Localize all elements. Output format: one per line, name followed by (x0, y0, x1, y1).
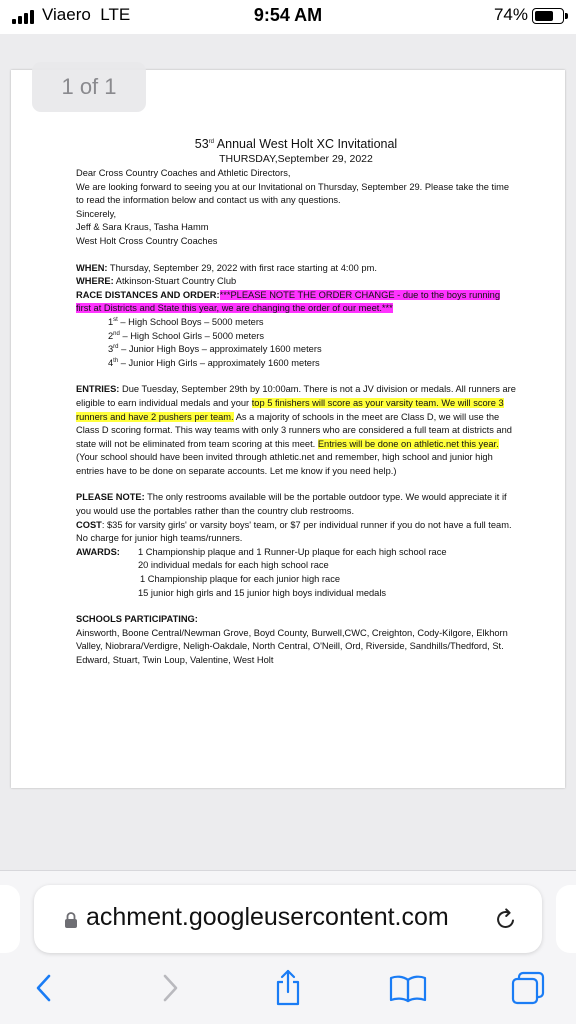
carrier-label: Viaero LTE (42, 5, 131, 24)
share-icon[interactable] (268, 968, 308, 1008)
signers: Jeff & Sara Kraus, Tasha Hamm (76, 222, 209, 233)
award-item: 20 individual medals for each high school race (138, 560, 329, 571)
race-item: 3rd – Junior High Boys – approximately 1600 meters (108, 344, 322, 355)
page-counter: 1 of 1 (32, 62, 146, 112)
tabs-icon[interactable] (508, 968, 548, 1008)
address-bar[interactable] (34, 885, 542, 953)
race-order-heading: RACE DISTANCES AND ORDER:***PLEASE NOTE THE ORDER CHANGE - due to the boys running first at Districts and State this year, we are changing the order of our meet.*** (76, 289, 500, 314)
status-time: 9:54 AM (253, 5, 323, 25)
scoring-highlight: top 5 finishers will score as your varsity team. We will score 3 runners and have 2 pushers per team. (76, 397, 504, 422)
schools-list: Ainsworth, Boone Central/Newman Grove, Boyd County, Burwell,CWC, Creighton, Cody-Kilgore, Elkhorn Valley, Niobrara/Verdigre, Neligh-Oakdale, North Central, O'Neill, Ord, Riverside, Sandhills/Thedford, St. Edward, Stuart, Twin Loup, Valentine, West Holt (76, 627, 508, 665)
document-subtitle: THURSDAY,September 29, 2022 (219, 153, 373, 165)
lock-icon (64, 911, 78, 929)
schools-heading: SCHOOLS PARTICIPATING: (76, 614, 198, 625)
signers-title: West Holt Cross Country Coaches (76, 235, 218, 246)
document-title: 53rd Annual West Holt XC Invitational (194, 137, 398, 151)
previous-tab-card[interactable] (0, 885, 20, 953)
cost-paragraph: COST: $35 for varsity girls' or varsity boys' team, or $7 per individual runner if you do not have a full team. No charge for junior high teams/runners. (76, 519, 512, 544)
document-content (76, 136, 516, 668)
next-tab-card[interactable] (556, 885, 576, 953)
order-change-note: ***PLEASE NOTE THE ORDER CHANGE - due to the boys running first at Districts and State this year, we are changing the order of our meet.*** (76, 289, 500, 314)
battery-icon (532, 8, 564, 24)
back-icon[interactable] (24, 968, 64, 1008)
awards-label: AWARDS: (76, 546, 120, 557)
forward-icon[interactable] (150, 968, 190, 1008)
reload-icon[interactable] (492, 905, 520, 933)
race-item: 2nd – High School Girls – 5000 meters (108, 330, 265, 341)
bookmarks-icon[interactable] (388, 968, 428, 1008)
when-line: WHEN: Thursday, September 29, 2022 with first race starting at 4:00 pm. (76, 262, 377, 273)
battery-percent: 74% (493, 5, 528, 24)
race-item: 4th – Junior High Girls – approximately 1600 meters (108, 357, 320, 368)
status-bar (0, 0, 576, 34)
race-list (76, 316, 516, 370)
race-item: 1st – High School Boys – 5000 meters (108, 316, 264, 327)
greeting: Dear Cross Country Coaches and Athletic Directors, (76, 168, 291, 178)
award-item: 15 junior high girls and 15 junior high boys individual medals (138, 587, 387, 598)
please-note-paragraph: PLEASE NOTE: The only restrooms available will be the portable outdoor type. We would appreciate it if you would use the portables rather than the country club restrooms. (76, 492, 507, 517)
url-text[interactable]: achment.googleusercontent.com (86, 903, 449, 931)
athletic-net-highlight: Entries will be done on athletic.net this year. (317, 438, 499, 449)
entries-paragraph: ENTRIES: Due Tuesday, September 29th by 10:00am. There is not a JV division or medals. All runners are eligible to earn individual medals and your top 5 finishers will score as your varsity team. We will score 3 runners and have 2 pushers per team. As a majority of schools in the meet are Class D, we will use the Class D scoring format. This way teams with only 3 runners who are considered a full team at districts and state will not be eliminated from team scoring at this meet. Entries will be done on athletic.net this year. (Your school should have been invited through athletic.net and remember, high school and junior high entries have to be done on separate accounts. Let me know if you need help.) (76, 384, 516, 476)
intro-paragraph: We are looking forward to seeing you at our Invitational on Thursday, September 29. Please take the time to read the information below and contact us with any questions. (76, 181, 510, 206)
where-line: WHERE: Atkinson-Stuart Country Club (76, 276, 237, 287)
awards-row (76, 546, 516, 560)
award-item: 1 Championship plaque for each junior high race (140, 574, 341, 585)
closing: Sincerely, (76, 208, 117, 219)
award-item: 1 Championship plaque and 1 Runner-Up plaque for each high school race (138, 546, 447, 557)
